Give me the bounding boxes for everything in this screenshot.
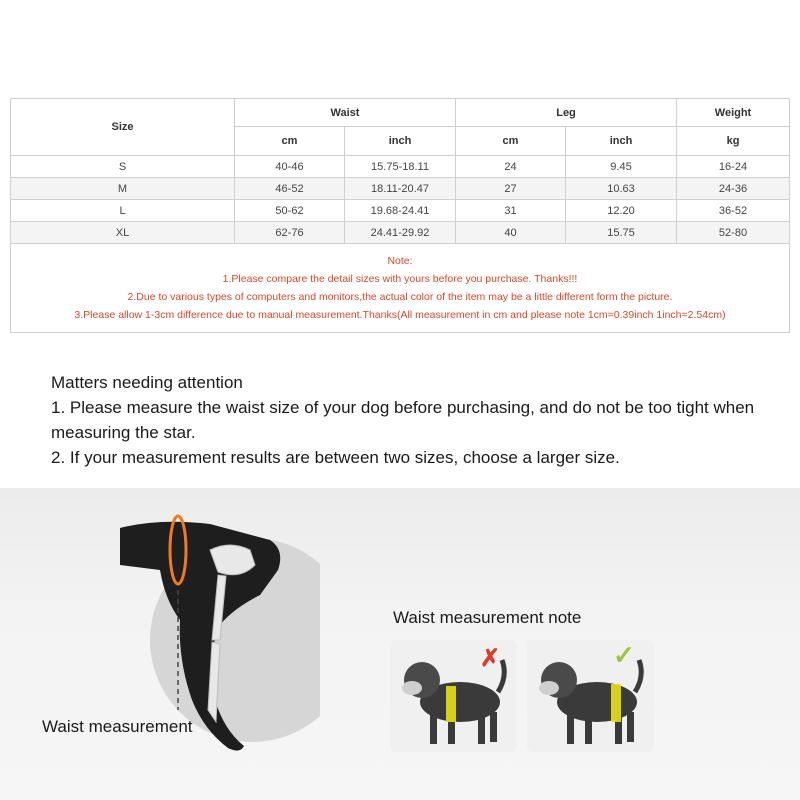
table-row [11, 178, 790, 200]
note-line: 3.Please allow 1-3cm difference due to manual measurement.Thanks(All measurement in cm and please note 1cm=0.39inch 1inch=2.54cm) [74, 309, 726, 321]
table-row [11, 200, 790, 222]
table-row [11, 222, 790, 244]
waist-inch-cell: 18.11-20.47 [345, 178, 456, 200]
attention-title: Matters needing attention [51, 373, 243, 392]
weight-cell: 52-80 [677, 222, 790, 244]
leg-inch-cell: 15.75 [566, 222, 677, 244]
leg-cm-cell: 31 [456, 200, 566, 222]
note-line: 2.Due to various types of computers and monitors,the actual color of the item may be a little different form the picture. [127, 291, 673, 303]
weight-cell: 36-52 [677, 200, 790, 222]
waist-cm-cell: 62-76 [235, 222, 345, 244]
weight-group-header: Weight [677, 99, 790, 127]
waist-inch-header: inch [345, 127, 456, 156]
size-chart-table [10, 98, 790, 333]
size-column-header: Size [11, 99, 235, 156]
waist-note-label: Waist measurement note [393, 608, 582, 627]
leg-inch-cell: 9.45 [566, 156, 677, 178]
dog-right-image [527, 640, 654, 752]
leg-cm-cell: 24 [456, 156, 566, 178]
waist-inch-cell: 19.68-24.41 [345, 200, 456, 222]
attention-item: 1. Please measure the waist size of your dog before purchasing, and do not be too tight when measuring the star. [51, 398, 755, 442]
size-cell: XL [11, 222, 235, 244]
note-line: 1.Please compare the detail sizes with yours before you purchase. Thanks!!! [222, 273, 578, 285]
table-note [11, 244, 790, 333]
leg-cm-header: cm [456, 127, 566, 156]
waist-inch-cell: 15.75-18.11 [345, 156, 456, 178]
size-cell: M [11, 178, 235, 200]
weight-kg-header: kg [677, 127, 790, 156]
waist-cm-header: cm [235, 127, 345, 156]
weight-cell: 16-24 [677, 156, 790, 178]
leg-group-header: Leg [456, 99, 677, 127]
waist-measurement-label: Waist measurement [42, 717, 193, 736]
wrong-cross-icon: ✗ [480, 645, 501, 672]
size-cell: S [11, 156, 235, 178]
wrong-fit-example [390, 640, 517, 752]
note-title: Note: [387, 255, 413, 267]
attention-item: 2. If your measurement results are between two sizes, choose a larger size. [51, 448, 620, 467]
leg-cm-cell: 40 [456, 222, 566, 244]
leg-inch-cell: 10.63 [566, 178, 677, 200]
waist-cm-cell: 46-52 [235, 178, 345, 200]
leg-cm-cell: 27 [456, 178, 566, 200]
waist-cm-cell: 40-46 [235, 156, 345, 178]
right-fit-example [527, 640, 654, 752]
right-check-icon: ✓ [613, 640, 635, 670]
leg-inch-cell: 12.20 [566, 200, 677, 222]
weight-cell: 24-36 [677, 178, 790, 200]
attention-section [51, 370, 771, 470]
waist-cm-cell: 50-62 [235, 200, 345, 222]
leg-inch-header: inch [566, 127, 677, 156]
waist-inch-cell: 24.41-29.92 [345, 222, 456, 244]
size-cell: L [11, 200, 235, 222]
waist-group-header: Waist [235, 99, 456, 127]
table-row [11, 156, 790, 178]
